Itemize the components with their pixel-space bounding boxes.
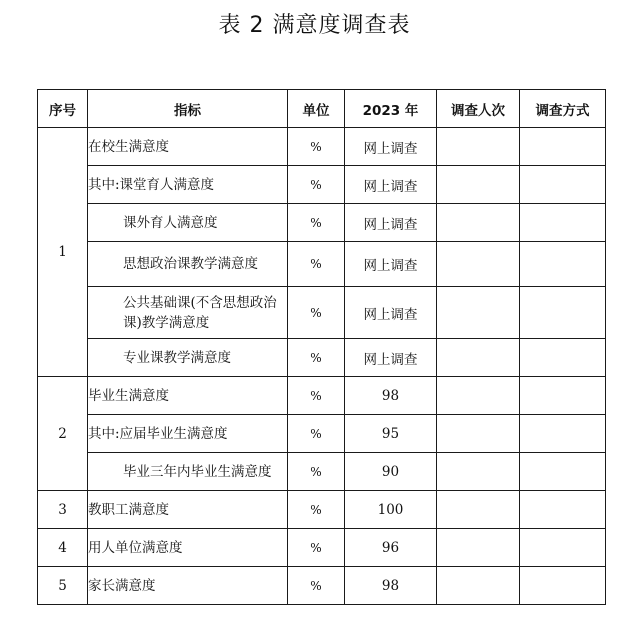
header-index: 序号 (38, 90, 88, 128)
method-cell (520, 128, 606, 166)
indicator-cell: 毕业生满意度 (88, 377, 288, 415)
unit-cell: % (288, 529, 345, 567)
indicator-cell: 家长满意度 (88, 567, 288, 605)
table-row (38, 204, 606, 242)
group-index: 5 (38, 567, 88, 605)
group-index: 4 (38, 529, 88, 567)
indicator-cell: 在校生满意度 (88, 128, 288, 166)
method-cell (520, 453, 606, 491)
satisfaction-table (37, 89, 606, 605)
indicator-cell: 教职工满意度 (88, 491, 288, 529)
table-row (38, 529, 606, 567)
value-cell: 网上调查 (345, 242, 437, 287)
indicator-cell: 其中:课堂育人满意度 (88, 166, 288, 204)
header-count: 调查人次 (437, 90, 520, 128)
header-row (38, 90, 606, 128)
value-cell: 网上调查 (345, 339, 437, 377)
count-cell (437, 415, 520, 453)
unit-cell: % (288, 491, 345, 529)
count-cell (437, 204, 520, 242)
method-cell (520, 204, 606, 242)
indicator-cell: 课外育人满意度 (88, 204, 288, 242)
method-cell (520, 529, 606, 567)
unit-cell: % (288, 339, 345, 377)
indicator-cell: 用人单位满意度 (88, 529, 288, 567)
unit-cell: % (288, 204, 345, 242)
count-cell (437, 128, 520, 166)
indicator-cell: 专业课教学满意度 (88, 339, 288, 377)
page-title: 表 2 满意度调查表 (218, 13, 411, 38)
count-cell (437, 529, 520, 567)
unit-cell: % (288, 377, 345, 415)
method-cell (520, 166, 606, 204)
table-row (38, 377, 606, 415)
unit-cell: % (288, 567, 345, 605)
indicator-cell: 思想政治课教学满意度 (88, 242, 288, 287)
unit-cell: % (288, 287, 345, 339)
table-row (38, 128, 606, 166)
header-year: 2023 年 (345, 90, 437, 128)
count-cell (437, 242, 520, 287)
value-cell: 98 (345, 567, 437, 605)
indicator-cell: 其中:应届毕业生满意度 (88, 415, 288, 453)
table-row (38, 491, 606, 529)
table-row (38, 287, 606, 339)
value-cell: 网上调查 (345, 204, 437, 242)
table-row (38, 453, 606, 491)
method-cell (520, 339, 606, 377)
method-cell (520, 287, 606, 339)
table-row (38, 242, 606, 287)
group-index: 2 (38, 377, 88, 491)
count-cell (437, 567, 520, 605)
count-cell (437, 377, 520, 415)
method-cell (520, 415, 606, 453)
table-row (38, 339, 606, 377)
table-row (38, 415, 606, 453)
count-cell (437, 453, 520, 491)
group-index: 1 (38, 128, 88, 377)
count-cell (437, 166, 520, 204)
value-cell: 100 (345, 491, 437, 529)
value-cell: 98 (345, 377, 437, 415)
group-index: 3 (38, 491, 88, 529)
unit-cell: % (288, 415, 345, 453)
value-cell: 网上调查 (345, 166, 437, 204)
unit-cell: % (288, 166, 345, 204)
value-cell: 网上调查 (345, 128, 437, 166)
method-cell (520, 567, 606, 605)
indicator-cell: 毕业三年内毕业生满意度 (88, 453, 288, 491)
header-unit: 单位 (288, 90, 345, 128)
value-cell: 95 (345, 415, 437, 453)
method-cell (520, 377, 606, 415)
method-cell (520, 491, 606, 529)
method-cell (520, 242, 606, 287)
header-method: 调查方式 (520, 90, 606, 128)
header-indicator: 指标 (88, 90, 288, 128)
table-row (38, 166, 606, 204)
unit-cell: % (288, 453, 345, 491)
indicator-cell: 公共基础课(不含思想政治课)教学满意度 (88, 287, 288, 339)
table-row (38, 567, 606, 605)
value-cell: 96 (345, 529, 437, 567)
unit-cell: % (288, 128, 345, 166)
unit-cell: % (288, 242, 345, 287)
count-cell (437, 287, 520, 339)
value-cell: 90 (345, 453, 437, 491)
value-cell: 网上调查 (345, 287, 437, 339)
count-cell (437, 491, 520, 529)
count-cell (437, 339, 520, 377)
